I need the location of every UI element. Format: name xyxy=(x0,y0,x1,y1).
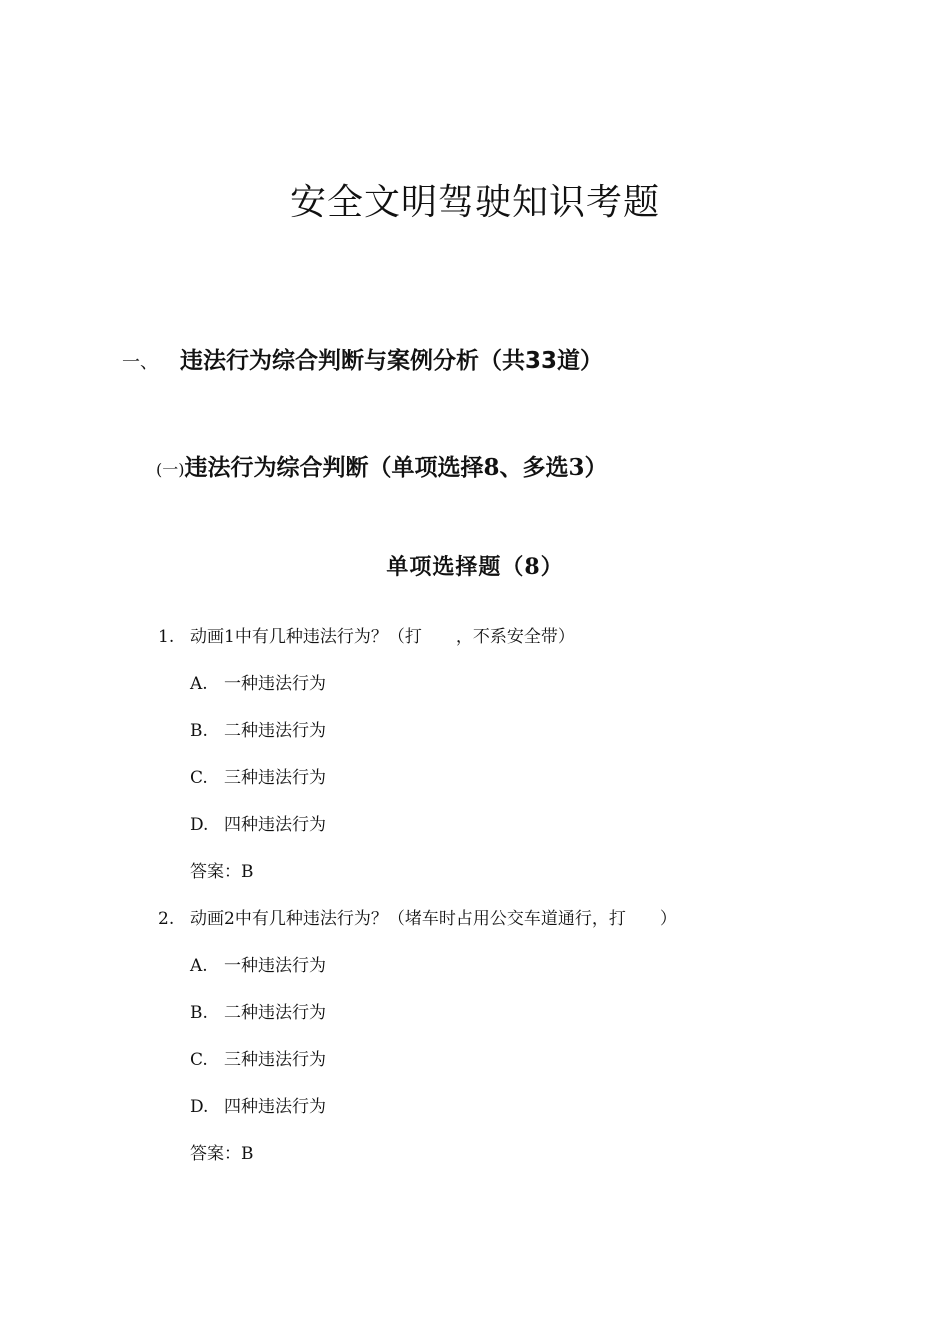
option-letter: A. xyxy=(190,956,208,976)
option-letter: C. xyxy=(190,1050,208,1070)
question-2 xyxy=(158,904,677,929)
question-2-option-c xyxy=(190,1045,326,1070)
option-text: 二种违法行为 xyxy=(224,1003,326,1023)
question-number: 1. xyxy=(158,627,175,647)
option-text: 一种违法行为 xyxy=(224,674,326,694)
option-text: 三种违法行为 xyxy=(224,1050,326,1070)
question-1-option-b xyxy=(190,716,326,741)
question-text: 动画1中有几种违法行为？（打 ，不系安全带） xyxy=(190,627,575,647)
option-text: 二种违法行为 xyxy=(224,721,326,741)
option-letter: B. xyxy=(190,1003,208,1023)
question-group-heading: 单项选择题（8） xyxy=(386,554,564,580)
question-2-option-d xyxy=(190,1092,326,1117)
subsection-number: (一) xyxy=(156,460,185,479)
option-letter: C. xyxy=(190,768,208,788)
option-text: 一种违法行为 xyxy=(224,956,326,976)
question-1-answer: 答案：B xyxy=(190,862,254,882)
question-text: 动画2中有几种违法行为？（堵车时占用公交车道通行，打 ） xyxy=(190,909,677,929)
option-text: 四种违法行为 xyxy=(224,815,326,835)
question-1-option-d xyxy=(190,810,326,835)
option-letter: D. xyxy=(190,815,209,835)
question-2-option-b xyxy=(190,998,326,1023)
section-title: 违法行为综合判断与案例分析（共33道） xyxy=(180,348,604,374)
question-1-option-a xyxy=(190,669,326,694)
question-2-answer: 答案：B xyxy=(190,1144,254,1164)
document-title: 安全文明驾驶知识考题 xyxy=(289,182,660,223)
subsection-heading xyxy=(156,449,608,482)
question-1 xyxy=(158,622,575,647)
section-heading xyxy=(122,342,603,375)
option-letter: A. xyxy=(190,674,208,694)
question-1-option-c xyxy=(190,763,326,788)
option-text: 四种违法行为 xyxy=(224,1097,326,1117)
subsection-title: 违法行为综合判断（单项选择8、多选3） xyxy=(184,454,608,481)
option-letter: D. xyxy=(190,1097,209,1117)
option-letter: B. xyxy=(190,721,208,741)
option-text: 三种违法行为 xyxy=(224,768,326,788)
section-number: 一、 xyxy=(122,352,158,373)
question-number: 2. xyxy=(158,909,175,929)
question-2-option-a xyxy=(190,951,326,976)
